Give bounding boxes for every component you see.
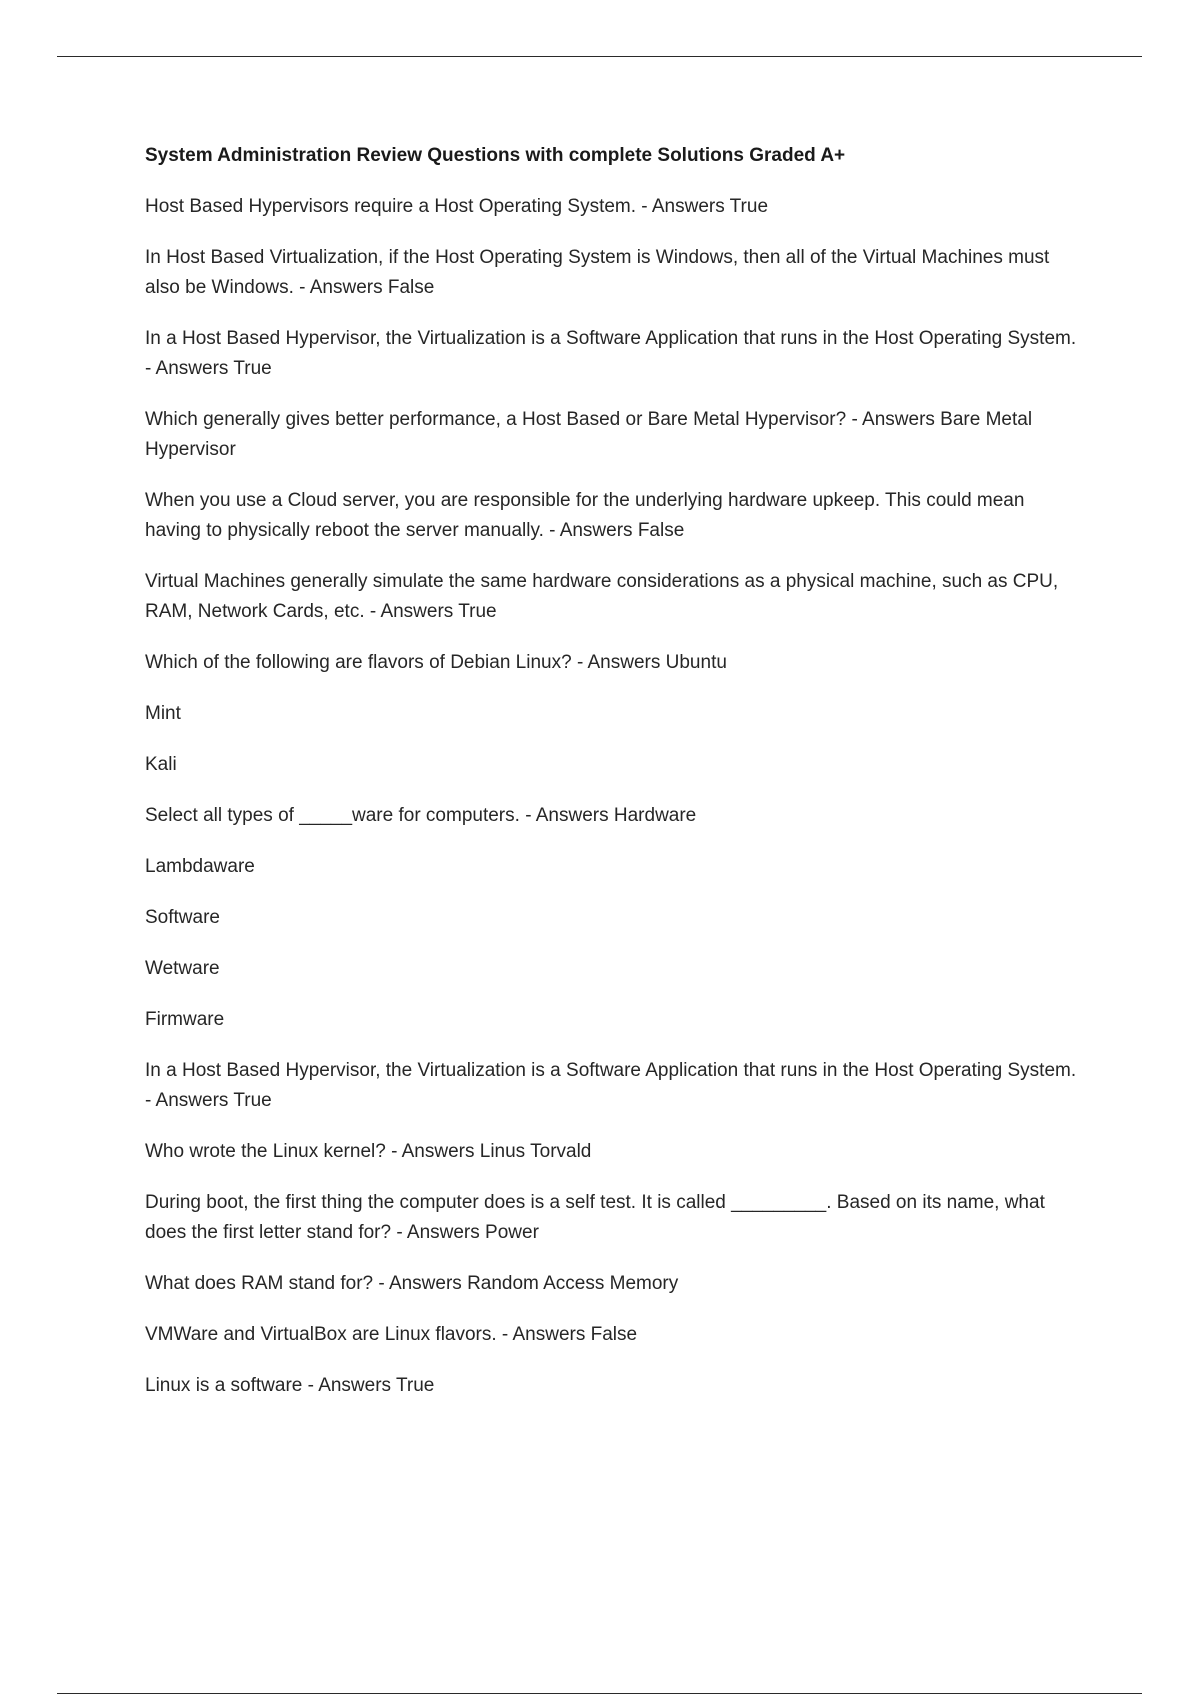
answer-option: Kali — [145, 754, 177, 775]
qa-paragraph: In a Host Based Hypervisor, the Virtualization is a Software Application that runs in the Host Operating System. - Answers True — [145, 328, 1077, 379]
document-body — [145, 141, 1085, 1422]
document-title: System Administration Review Questions with complete Solutions Graded A+ — [145, 145, 846, 166]
qa-paragraph: Virtual Machines generally simulate the same hardware considerations as a physical machine, such as CPU, RAM, Network Cards, etc. - Answers True — [145, 571, 1059, 622]
qa-paragraph: What does RAM stand for? - Answers Random Access Memory — [145, 1273, 679, 1294]
answer-option: Software — [145, 907, 220, 928]
qa-paragraph: Who wrote the Linux kernel? - Answers Linus Torvald — [145, 1141, 592, 1162]
qa-paragraph: During boot, the first thing the computer does is a self test. It is called _________. Based on its name, what does the first letter stand for? - Answers Power — [145, 1192, 1045, 1243]
qa-paragraph: Select all types of _____ware for computers. - Answers Hardware — [145, 805, 697, 826]
qa-paragraph: Host Based Hypervisors require a Host Operating System. - Answers True — [145, 196, 769, 217]
qa-paragraph: VMWare and VirtualBox are Linux flavors. - Answers False — [145, 1324, 638, 1345]
answer-option: Mint — [145, 703, 181, 724]
qa-paragraph: Which generally gives better performance, a Host Based or Bare Metal Hypervisor? - Answers Bare Metal Hypervisor — [145, 409, 1033, 460]
qa-paragraph: In Host Based Virtualization, if the Host Operating System is Windows, then all of the Virtual Machines must also be Windows. - Answers False — [145, 247, 1050, 298]
header-rule — [57, 56, 1142, 57]
qa-paragraph: Which of the following are flavors of Debian Linux? - Answers Ubuntu — [145, 652, 727, 673]
answer-option: Firmware — [145, 1009, 225, 1030]
qa-paragraph: In a Host Based Hypervisor, the Virtualization is a Software Application that runs in the Host Operating System. - Answers True — [145, 1060, 1077, 1111]
answer-option: Lambdaware — [145, 856, 255, 877]
qa-paragraph: When you use a Cloud server, you are responsible for the underlying hardware upkeep. This could mean having to physically reboot the server manually. - Answers False — [145, 490, 1025, 541]
qa-paragraph: Linux is a software - Answers True — [145, 1375, 435, 1396]
answer-option: Wetware — [145, 958, 220, 979]
footer-rule — [57, 1693, 1142, 1694]
